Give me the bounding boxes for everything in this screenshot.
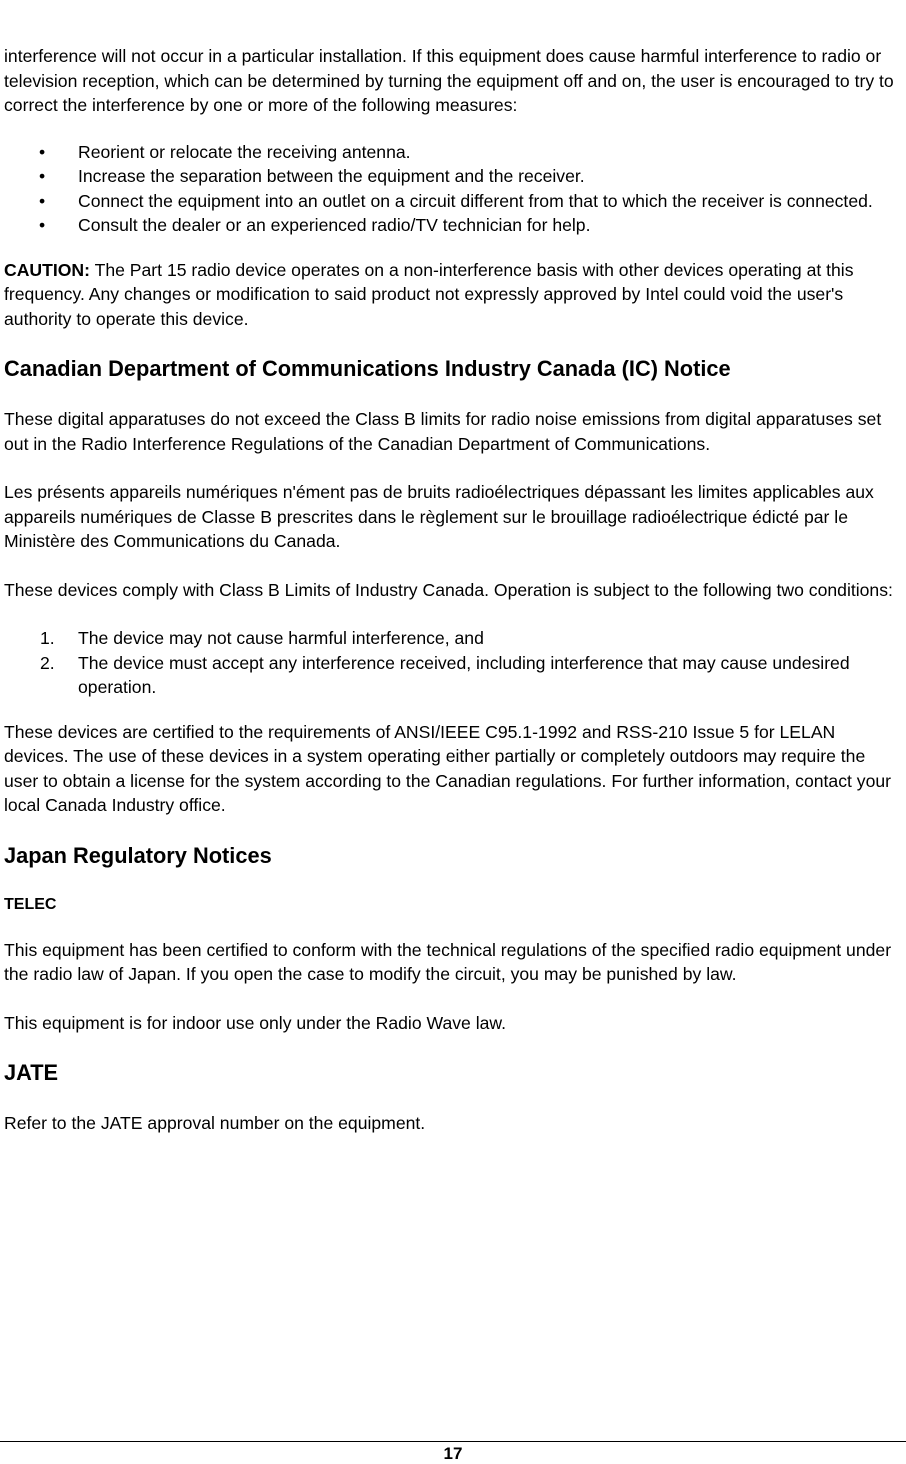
list-number: 2. bbox=[40, 652, 55, 673]
list-text: The device must accept any interference received, including interference that may cause undesired operation. bbox=[78, 652, 850, 697]
footer-divider bbox=[0, 1441, 906, 1442]
list-item bbox=[4, 651, 900, 700]
list-item bbox=[4, 626, 900, 651]
canada-english-paragraph: These digital apparatuses do not exceed the Class B limits for radio noise emissions from digital apparatuses set out in the Radio Interference Regulations of the Canadian Department of Communications. bbox=[4, 409, 882, 454]
japan-heading: Japan Regulatory Notices bbox=[4, 842, 272, 868]
interference-measures-list bbox=[4, 140, 900, 238]
telec-paragraph-1: This equipment has been certified to conform with the technical regulations of the specified radio equipment under the radio law of Japan. If you open the case to modify the circuit, you may be punished by law. bbox=[4, 939, 892, 984]
caution-label: CAUTION: bbox=[4, 259, 91, 280]
list-item: • Increase the separation between the equipment and the receiver. bbox=[4, 164, 900, 189]
conditions-list bbox=[4, 626, 900, 700]
list-item: • Connect the equipment into an outlet on a circuit different from that to which the receiver is connected. bbox=[4, 189, 900, 214]
telec-paragraph-2: This equipment is for indoor use only under the Radio Wave law. bbox=[4, 1012, 507, 1033]
caution-text: The Part 15 radio device operates on a non-interference basis with other devices operating at this frequency. Any changes or modification to said product not expressly approved by Intel could void the user's authority to operate this device. bbox=[4, 259, 854, 329]
caution-paragraph bbox=[4, 258, 900, 332]
list-item: • Reorient or relocate the receiving antenna. bbox=[4, 140, 900, 165]
intro-paragraph: interference will not occur in a particular installation. If this equipment does cause harmful interference to radio or television reception, which can be determined by turning the equipment off and on, the user is encouraged to try to correct the interference by one or more of the following measures: bbox=[4, 46, 894, 115]
page-content bbox=[4, 44, 900, 1160]
page-number: 17 bbox=[443, 1444, 463, 1463]
canada-comply-paragraph: These devices comply with Class B Limits of Industry Canada. Operation is subject to the following two conditions: bbox=[4, 579, 893, 600]
jate-paragraph: Refer to the JATE approval number on the equipment. bbox=[4, 1113, 426, 1133]
canada-french-paragraph: Les présents appareils numériques n'ément pas de bruits radioélectriques dépassant les limites applicables aux appareils numériques de Classe B prescrites dans le règlement sur le brouillage radioélectrique édicté par le Ministère des Communications du Canada. bbox=[4, 482, 874, 551]
canada-heading: Canadian Department of Communications Industry Canada (IC) Notice bbox=[4, 356, 731, 381]
list-text: The device may not cause harmful interference, and bbox=[78, 628, 484, 648]
jate-heading: JATE bbox=[4, 1060, 59, 1085]
list-item: • Consult the dealer or an experienced radio/TV technician for help. bbox=[4, 213, 900, 238]
canada-certified-paragraph: These devices are certified to the requirements of ANSI/IEEE C95.1-1992 and RSS-210 Issue 5 for LELAN devices. The use of these devices in a system operating either partially or completely outdoors may require the user to obtain a license for the system according to the Canadian regulations. For further information, contact your local Canada Industry office. bbox=[4, 721, 891, 815]
list-number: 1. bbox=[40, 628, 55, 648]
telec-heading: TELEC bbox=[4, 895, 57, 913]
